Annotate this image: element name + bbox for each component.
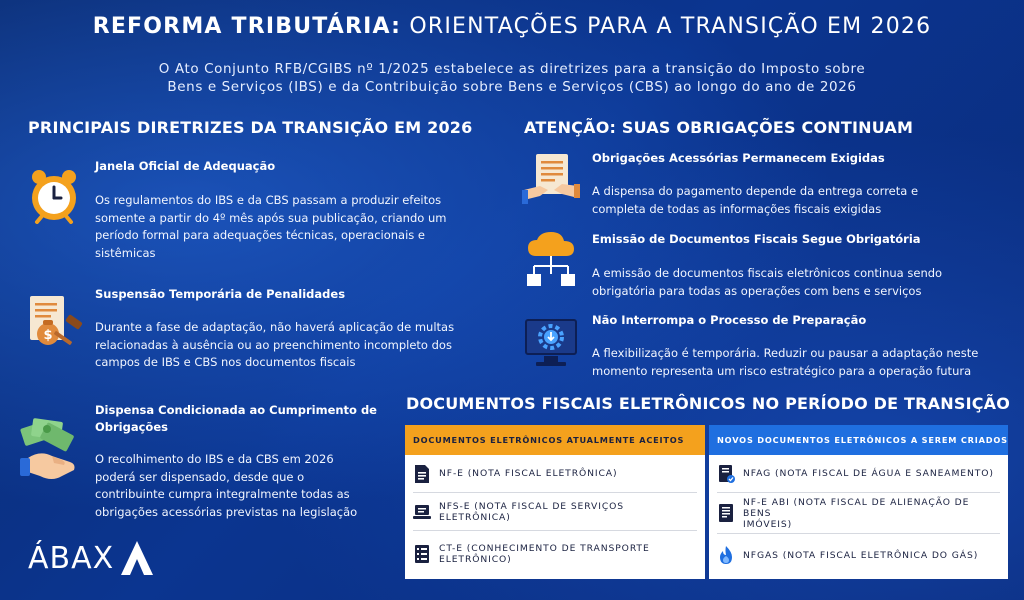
monitor-gear-icon bbox=[524, 318, 578, 368]
table-header: NOVOS DOCUMENTOS ELETRÔNICOS A SEREM CRIADOS bbox=[709, 425, 1008, 455]
label-line: NFS-E (NOTA FISCAL DE SERVIÇOS ELETRÔNICA) bbox=[439, 500, 625, 523]
label-line: NF-E ABI (NOTA FISCAL DE ALIENAÇÃO DE BENS bbox=[743, 496, 970, 519]
text-line: contribuinte cumpra integralmente todas as bbox=[95, 487, 350, 501]
label-line: ELETRÔNICO) bbox=[439, 554, 512, 565]
item-text bbox=[95, 192, 495, 262]
text-line: completa de todas as informações fiscais exigidas bbox=[592, 201, 882, 216]
row-label bbox=[439, 501, 697, 523]
label-line: NFAG (NOTA FISCAL DE ÁGUA E SANEAMENTO) bbox=[743, 468, 994, 479]
text-line: momento representa um risco estratégico para a operação futura bbox=[592, 363, 972, 378]
laptop-document-icon bbox=[413, 502, 431, 522]
text-line: obrigações acessórias previstas na legislação bbox=[95, 504, 358, 519]
title-light: ORIENTAÇÕES PARA A TRANSIÇÃO EM 2026 bbox=[401, 14, 932, 39]
label-line: IMÓVEIS) bbox=[743, 518, 793, 530]
row-label bbox=[743, 497, 1000, 530]
table-header: DOCUMENTOS ELETRÔNICOS ATUALMENTE ACEITOS bbox=[405, 425, 705, 455]
document-handover-icon bbox=[522, 152, 580, 208]
item-title: Não Interrompa o Processo de Preparação bbox=[592, 313, 867, 327]
docs-section-heading: DOCUMENTOS FISCAIS ELETRÔNICOS NO PERÍODO DE TRANSIÇÃO bbox=[406, 394, 1011, 413]
brand-mark-icon bbox=[120, 540, 154, 576]
table-row bbox=[709, 534, 1008, 576]
document-check-icon bbox=[717, 464, 735, 484]
text-line: sistêmicas bbox=[95, 245, 156, 260]
item-text bbox=[592, 183, 1012, 218]
label-line: NFGAS (NOTA FISCAL ELETRÔNICA DO GÁS) bbox=[743, 549, 979, 561]
gas-flame-icon bbox=[717, 545, 735, 565]
title-line: Dispensa Condicionada ao Cumprimento de bbox=[95, 403, 377, 417]
svg-text:$: $ bbox=[43, 328, 53, 343]
text-line: A flexibilização é temporária. Reduzir ou pausar a adaptação neste bbox=[592, 346, 979, 360]
table-row bbox=[405, 531, 705, 577]
text-line: A emissão de documentos fiscais eletrônicos continua sendo bbox=[592, 266, 943, 280]
row-label bbox=[439, 543, 650, 565]
item-text bbox=[95, 451, 395, 521]
document-list-icon bbox=[413, 544, 431, 564]
text-line: A dispensa do pagamento depende da entrega correta e bbox=[592, 184, 919, 198]
item-text bbox=[95, 319, 495, 372]
table-row bbox=[405, 493, 705, 530]
item-text bbox=[592, 345, 1024, 380]
label-line: NF-E (NOTA FISCAL ELETRÔNICA) bbox=[439, 468, 618, 479]
table-row bbox=[709, 455, 1008, 492]
item-title: Obrigações Acessórias Permanecem Exigidas bbox=[592, 151, 885, 165]
row-label bbox=[743, 550, 978, 561]
brand-logo bbox=[28, 540, 154, 576]
text-line: relacionadas à ausência ou ao preenchimento incompleto dos bbox=[95, 337, 452, 352]
item-title: Suspensão Temporária de Penalidades bbox=[95, 287, 346, 301]
row-label bbox=[439, 468, 617, 479]
subtitle-line: O Ato Conjunto RFB/CGIBS nº 1/2025 estabelece as diretrizes para a transição do Imposto sobre bbox=[158, 61, 866, 77]
title-line: Obrigações bbox=[95, 420, 168, 434]
penalty-gavel-icon bbox=[28, 294, 84, 350]
text-line: período formal para adequações técnicas, operacionais e bbox=[95, 228, 426, 242]
left-section-heading: PRINCIPAIS DIRETRIZES DA TRANSIÇÃO EM 2026 bbox=[28, 118, 473, 137]
text-line: campos de IBS e CBS nos documentos fiscais bbox=[95, 355, 356, 369]
brand-name: ÁBAX bbox=[28, 540, 115, 576]
page-subtitle bbox=[120, 60, 904, 96]
title-bold: REFORMA TRIBUTÁRIA: bbox=[92, 14, 402, 39]
document-property-icon bbox=[717, 503, 735, 523]
money-hand-icon bbox=[18, 418, 84, 488]
text-line: poderá ser dispensado, desde que o bbox=[95, 469, 305, 484]
document-icon bbox=[413, 464, 431, 484]
text-line: Os regulamentos do IBS e da CBS passam a produzir efeitos bbox=[95, 193, 442, 207]
row-label bbox=[743, 468, 994, 479]
new-documents-table bbox=[709, 425, 1008, 579]
cloud-network-icon bbox=[524, 232, 580, 290]
text-line: Durante a fase de adaptação, não haverá aplicação de multas bbox=[95, 320, 455, 334]
item-title: Janela Oficial de Adequação bbox=[95, 159, 276, 173]
current-documents-table bbox=[405, 425, 705, 579]
page-title bbox=[0, 14, 1024, 39]
table-row bbox=[709, 493, 1008, 533]
text-line: obrigatória para todas as operações com bens e serviços bbox=[592, 283, 922, 298]
item-title bbox=[95, 402, 377, 436]
label-line: CT-E (CONHECIMENTO DE TRANSPORTE bbox=[439, 543, 650, 554]
item-text bbox=[592, 265, 1012, 300]
text-line: O recolhimento do IBS e da CBS em 2026 bbox=[95, 452, 334, 466]
text-line: somente a partir do 4º mês após sua publicação, criando um bbox=[95, 210, 447, 225]
table-row bbox=[405, 455, 705, 492]
subtitle-line: Bens e Serviços (IBS) e da Contribuição sobre Bens e Serviços (CBS) ao longo do ano de 2026 bbox=[167, 79, 857, 95]
item-title: Emissão de Documentos Fiscais Segue Obrigatória bbox=[592, 232, 921, 246]
right-section-heading: ATENÇÃO: SUAS OBRIGAÇÕES CONTINUAM bbox=[524, 118, 914, 137]
alarm-clock-icon bbox=[28, 168, 80, 224]
